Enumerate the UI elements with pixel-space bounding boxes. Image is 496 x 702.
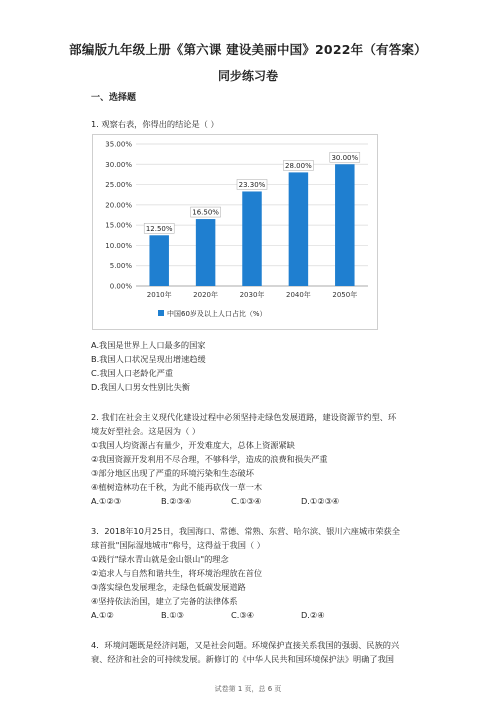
q1-option-a: A.我国是世界上人口最多的国家 xyxy=(91,340,206,350)
q2-option-b: B.②③④ xyxy=(161,496,192,506)
chart-legend xyxy=(158,309,267,318)
chart-frame xyxy=(93,135,378,330)
document-subtitle: 同步练习卷 xyxy=(217,69,278,83)
y-tick-label: 15.00% xyxy=(105,221,132,230)
chart-bar xyxy=(196,219,215,286)
q3-option-c: C.③④ xyxy=(231,610,254,620)
x-tick-label: 2030年 xyxy=(239,291,265,299)
q2-option-c: C.①③④ xyxy=(231,496,262,506)
x-tick-label: 2050年 xyxy=(332,291,358,299)
question-3-stem-line-1: 3．2018年10月25日，我国海口、常德、常熟、东营、哈尔滨、银川六座城市荣获全 xyxy=(91,526,400,536)
x-tick-label: 2040年 xyxy=(285,291,311,299)
q2-option-d: D.①②③④ xyxy=(301,496,340,506)
section-heading: 一、选择题 xyxy=(91,93,137,103)
question-4-stem-line-2: 衰、经济和社会的可持续发展。新修订的《中华人民共和国环境保护法》明确了我国 xyxy=(91,654,394,664)
q3-options xyxy=(91,610,411,620)
q2-item-3: ③部分地区出现了严重的环境污染和生态破坏 xyxy=(91,468,254,478)
q3-item-1: ①践行"绿水青山就是金山银山"的理念 xyxy=(91,554,229,564)
question-2-stem-line-2: 境友好型社会。这是因为（ ） xyxy=(91,426,201,436)
q2-item-1: ①我国人均资源占有量少，开发难度大，总体上资源紧缺 xyxy=(91,440,295,450)
q3-item-3: ③落实绿色发展理念，走绿色低碳发展道路 xyxy=(91,582,246,592)
data-label: 23.30% xyxy=(238,180,266,189)
y-tick-label: 10.00% xyxy=(105,241,132,250)
chart-bar xyxy=(335,164,354,286)
x-tick-label: 2020年 xyxy=(193,291,219,299)
x-tick-label: 2010年 xyxy=(146,291,172,299)
question-3-stem-line-2: 球首批"国际湿地城市"称号，这得益于我国（ ） xyxy=(91,540,265,550)
q2-item-4: ④植树造林功在千秋，为此不能再砍伐一草一木 xyxy=(91,482,263,492)
data-label: 28.00% xyxy=(285,161,312,170)
y-tick-label: 20.00% xyxy=(105,201,132,210)
data-label: 30.00% xyxy=(331,153,359,162)
q3-item-2: ②追求人与自然和谐共生，将环境治理放在首位 xyxy=(91,568,263,578)
aging-population-chart xyxy=(92,134,378,330)
y-tick-label: 35.00% xyxy=(105,140,132,149)
y-tick-label: 0.00% xyxy=(109,282,132,291)
q2-item-2: ②我国资源开发利用不尽合理，不够科学，造成的浪费和损失严重 xyxy=(91,454,328,464)
question-2-stem-line-1: 2. 我们在社会主义现代化建设过程中必须坚持走绿色发展道路，建设资源节约型、环 xyxy=(91,412,397,422)
page-footer: 试卷第 1 页，总 6 页 xyxy=(214,685,282,693)
q1-option-d: D.我国人口男女性别比失衡 xyxy=(91,382,190,392)
y-tick-label: 25.00% xyxy=(105,181,132,190)
q1-option-c: C.我国人口老龄化严重 xyxy=(91,368,174,378)
y-tick-label: 5.00% xyxy=(109,262,132,271)
q3-option-a: A.①② xyxy=(91,610,114,620)
data-label: 16.50% xyxy=(192,208,219,217)
legend-swatch xyxy=(158,310,164,316)
chart-bar xyxy=(242,191,261,286)
q1-option-b: B.我国人口状况呈现出增速趋缓 xyxy=(91,354,206,364)
data-label: 12.50% xyxy=(145,224,173,233)
y-tick-label: 30.00% xyxy=(105,160,132,169)
question-1-stem: 1. 观察右表，你得出的结论是（ ） xyxy=(91,119,219,129)
legend-label: 中国60岁及以上人口占比（%） xyxy=(167,310,267,318)
question-4-stem-line-1: 4．环境问题既是经济问题，又是社会问题。环境保护直接关系我国的强弱、民族的兴 xyxy=(91,640,400,650)
q3-item-4: ④坚持依法治国，建立了完备的法律体系 xyxy=(91,596,238,606)
chart-bar xyxy=(289,172,308,286)
document-title: 部编版九年级上册《第六课 建设美丽中国》2022年（有答案） xyxy=(69,42,427,57)
chart-bar xyxy=(149,235,168,286)
q3-option-d: D.②④ xyxy=(301,610,325,620)
q2-options xyxy=(91,496,411,506)
q3-option-b: B.①③ xyxy=(161,610,184,620)
q2-option-a: A.①②③ xyxy=(91,496,122,506)
